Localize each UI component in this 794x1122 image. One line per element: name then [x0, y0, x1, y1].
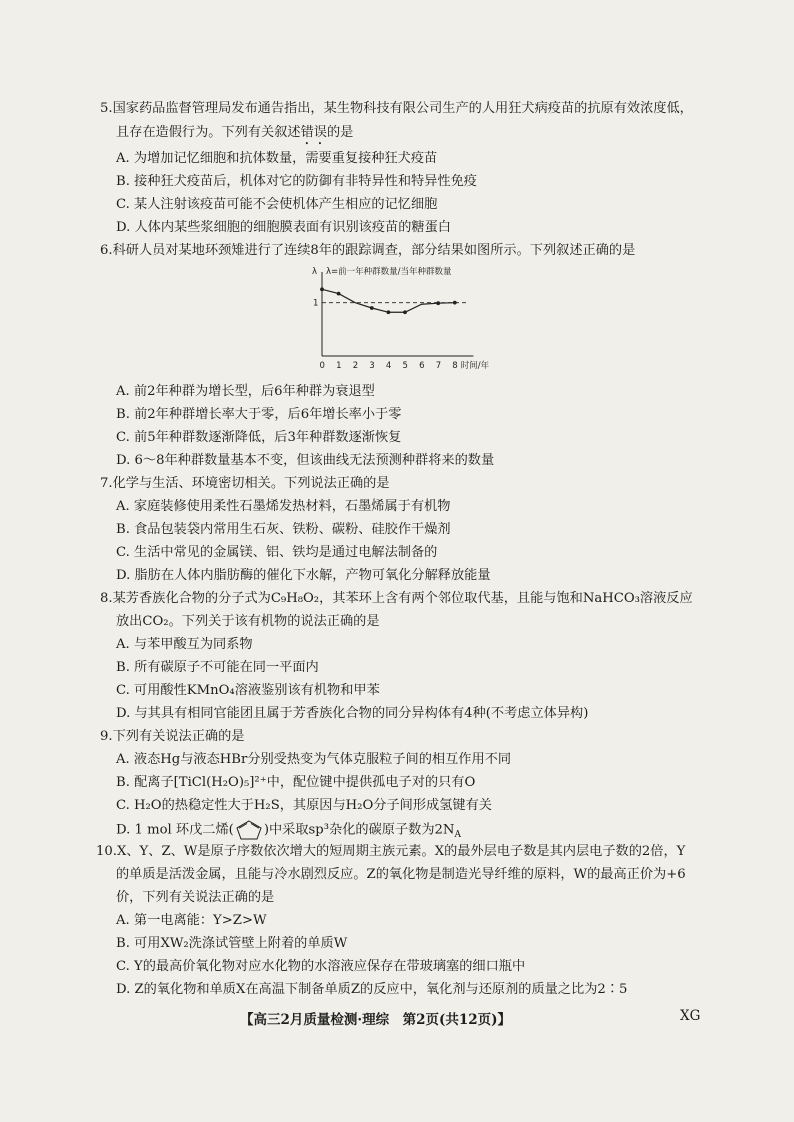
q6-option-b: B. 前2年种群增长率大于零，后6年增长率小于零	[116, 407, 402, 422]
q7-option-a: A. 家庭装修使用柔性石墨烯发热材料，石墨烯属于有机物	[116, 499, 451, 514]
data-point-4	[387, 310, 391, 314]
q5-option-b: B. 接种狂犬疫苗后，机体对它的防御有非特异性和特异性免疫	[116, 174, 477, 189]
chart-title: λ=前一年种群数量/当年种群数量	[326, 267, 452, 277]
q5-stem-line2	[116, 124, 353, 148]
footer-code: XG	[680, 1008, 701, 1024]
q9-option-d-pre: D. 1 mol 环戊二烯(	[116, 822, 234, 838]
q10-option-a: A. 第一电离能：Y>Z>W	[116, 913, 267, 928]
q5-option-c: C. 某人注射该疫苗可能不会使机体产生相应的记忆细胞	[116, 197, 438, 212]
x-tick-label-3: 3	[369, 361, 375, 371]
x-tick-label-0: 0	[319, 361, 325, 371]
q9-option-b: B. 配离子[TiCl(H₂O)₅]²⁺中，配位键中提供孤电子对的只有O	[116, 775, 476, 790]
q6-stem-line1: 6.科研人员对某地环颈雉进行了连续8年的跟踪调查，部分结果如图所示。下列叙述正确的是	[100, 243, 636, 258]
q10-option-b: B. 可用XW₂洗涤试管壁上附着的单质W	[116, 936, 348, 951]
q10-option-c: C. Y的最高价氧化物对应水化物的水溶液应保存在带玻璃塞的细口瓶中	[116, 959, 526, 974]
q8-option-a: A. 与苯甲酸互为同系物	[116, 637, 253, 652]
lambda-line-chart	[300, 262, 510, 376]
q9-option-d	[116, 820, 461, 840]
q8-stem-line1: 8.某芳香族化合物的分子式为C₉H₈O₂，其苯环上含有两个邻位取代基，且能与饱和NaHCO₃溶液反应	[100, 591, 693, 606]
q9-option-c: C. H₂O的热稳定性大于H₂S，其原因与H₂O分子间形成氢键有关	[116, 798, 492, 813]
q10-stem-line3: 价，下列有关说法正确的是	[116, 890, 275, 905]
data-point-0	[320, 287, 324, 291]
q5-stem-post: 的是	[327, 125, 354, 140]
q6-option-d: D. 6～8年种群数量基本不变，但该曲线无法预测种群将来的数量	[116, 453, 495, 468]
y-axis-label: λ	[312, 267, 318, 277]
data-point-7	[436, 301, 440, 305]
data-point-1	[337, 292, 341, 296]
q9-option-d-post: )中采取sp³杂化的碳原子数为2N	[263, 822, 455, 838]
q9-option-d-sub: A	[454, 830, 461, 841]
data-point-3	[370, 306, 374, 310]
q7-stem-line1: 7.化学与生活、环境密切相关。下列说法正确的是	[100, 476, 390, 491]
x-tick-label-4: 4	[385, 361, 392, 371]
x-tick-label-6: 6	[419, 361, 425, 371]
q8-option-b: B. 所有碳原子不可能在同一平面内	[116, 660, 319, 675]
q8-option-c: C. 可用酸性KMnO₄溶液鉴别该有机物和甲苯	[116, 683, 380, 698]
q7-option-c: C. 生活中常见的金属镁、铝、铁均是通过电解法制备的	[116, 545, 438, 560]
y-tick-label-0: 1	[313, 298, 319, 309]
q8-stem-line2: 放出CO₂。下列关于该有机物的说法正确的是	[116, 614, 380, 629]
data-point-8	[453, 301, 457, 305]
x-tick-label-2: 2	[352, 361, 359, 371]
q10-option-d: D. Z的氧化物和单质X在高温下制备单质Z的反应中，氧化剂与还原剂的质量之比为2∶5	[116, 982, 628, 997]
q7-option-b: B. 食品包装袋内常用生石灰、铁粉、碳粉、硅胶作干燥剂	[116, 522, 451, 537]
q5-option-a: A. 为增加记忆细胞和抗体数量，需要重复接种狂犬疫苗	[116, 151, 438, 166]
q5-stem-line1: 5.国家药品监督管理局发布通告指出，某生物科技有限公司生产的人用狂犬病疫苗的抗原有效浓度低，	[100, 101, 693, 116]
x-axis-label: 时间/年	[460, 361, 490, 371]
q10-stem-line1: 10.X、Y、Z、W是原子序数依次增大的短周期主族元素。X的最外层电子数是其内层电子数的2倍，Y	[96, 844, 686, 859]
q9-stem-line1: 9.下列有关说法正确的是	[100, 729, 245, 744]
x-tick-label-7: 7	[435, 361, 442, 371]
footer-text: 【高三2月质量检测·理综 第2页(共12页)】	[240, 1012, 512, 1028]
lambda-series-line	[322, 289, 455, 312]
data-point-5	[403, 310, 407, 314]
cyclopentadiene-ring-icon	[234, 820, 264, 840]
q10-stem-line2: 的单质是活泼金属，且能与冷水剧烈反应。Z的氧化物是制造光导纤维的原料，W的最高正价为+6	[116, 867, 686, 882]
q5-option-d: D. 人体内某些浆细胞的细胞膜表面有识别该疫苗的糖蛋白	[116, 220, 451, 235]
q8-option-d: D. 与其具有相同官能团且属于芳香族化合物的同分异构体有4种(不考虑立体异构)	[116, 706, 589, 721]
q9-option-a: A. 液态Hg与液态HBr分别受热变为气体克服粒子间的相互作用不同	[116, 752, 512, 767]
q7-option-d: D. 脂肪在人体内脂肪酶的催化下水解，产物可氧化分解释放能量	[116, 568, 491, 583]
x-tick-label-8: 8	[452, 361, 458, 371]
q5-stem-pre: 且存在造假行为。下列有关叙述	[116, 125, 301, 140]
x-tick-label-5: 5	[402, 361, 408, 371]
q6-option-a: A. 前2年种群为增长型，后6年种群为衰退型	[116, 384, 375, 399]
x-tick-label-1: 1	[336, 361, 342, 371]
q5-emphasis: 错误	[300, 125, 327, 140]
q6-option-c: C. 前5年种群数逐渐降低，后3年种群数逐渐恢复	[116, 430, 402, 445]
